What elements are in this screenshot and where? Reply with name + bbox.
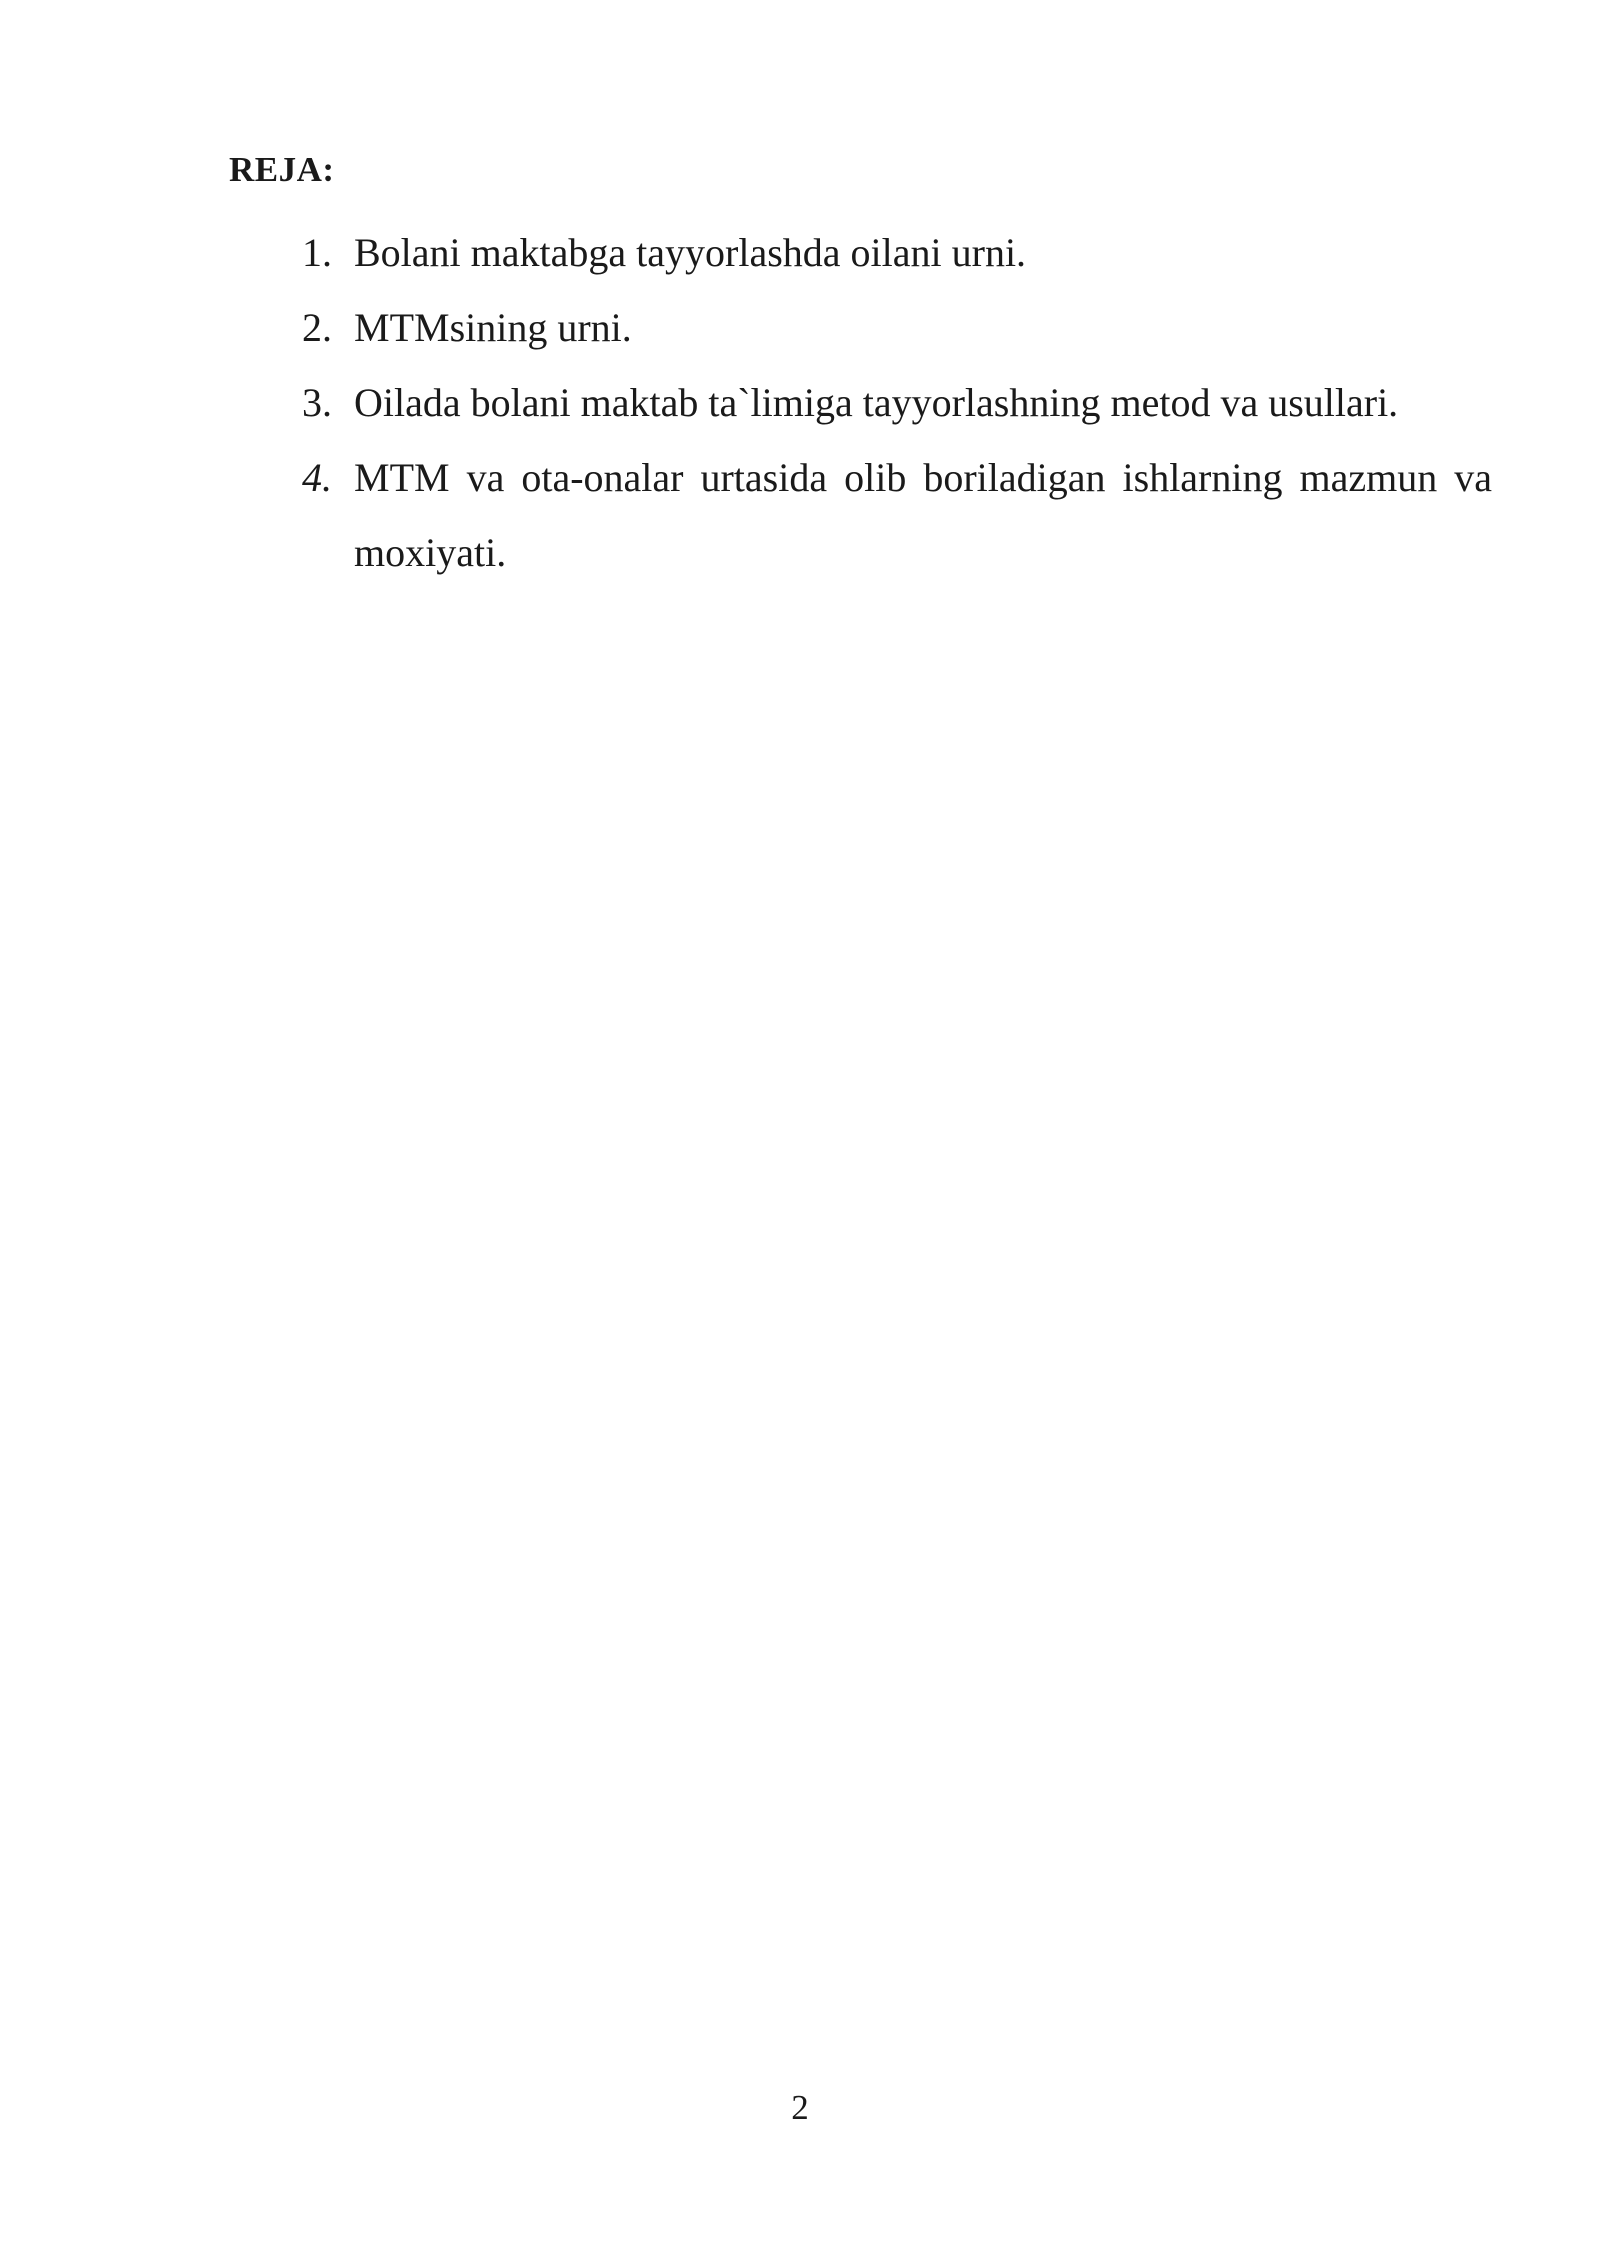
plan-item-number: 1. — [302, 230, 332, 275]
plan-item-number: 3. — [302, 380, 332, 425]
plan-item — [302, 215, 1492, 290]
plan-item-number: 4. — [302, 455, 332, 500]
plan-item-number: 2. — [302, 305, 332, 350]
plan-item-text: MTM va ota-onalar urtasida olib boriladigan ishlarning mazmun va moxiyati. — [354, 455, 1492, 575]
plan-item — [302, 365, 1492, 440]
plan-list — [302, 215, 1492, 590]
page-number: 2 — [791, 2088, 809, 2127]
plan-item — [302, 440, 1492, 590]
plan-item-text: Bolani maktabga tayyorlashda oilani urni. — [354, 230, 1027, 275]
plan-item-text: MTMsining urni. — [354, 305, 632, 350]
plan-item — [302, 290, 1492, 365]
plan-item-text: Oilada bolani maktab ta`limiga tayyorlashning metod va usullari. — [354, 380, 1399, 425]
plan-heading: REJA: — [229, 150, 335, 189]
